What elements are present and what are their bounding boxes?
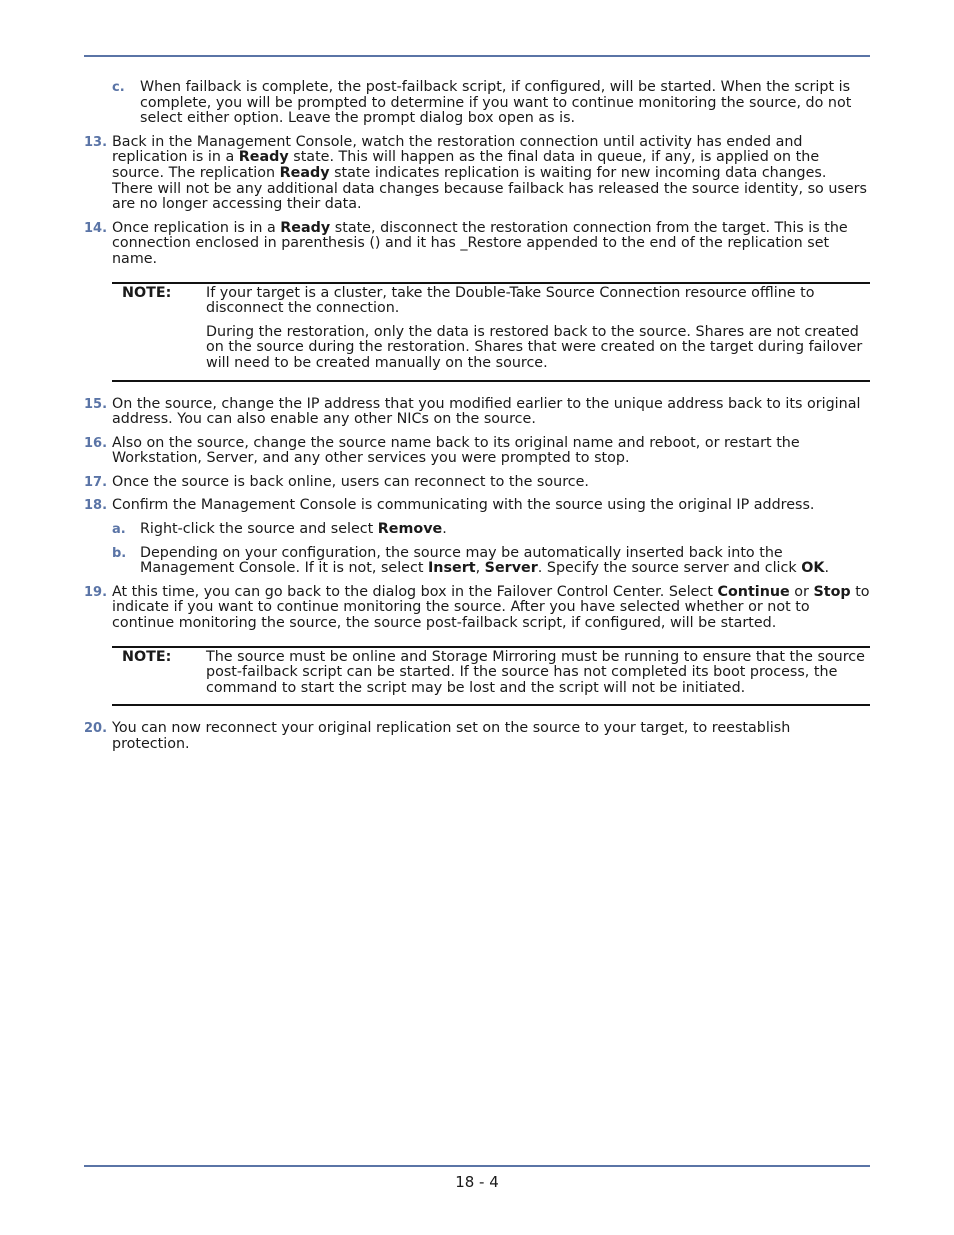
step-text: Confirm the Management Console is communicating with the source using the original IP address. xyxy=(112,497,815,514)
step-number: 18. xyxy=(84,498,108,514)
step-text: to indicate if you want to continue monitoring the source. After you have selected whether or not to continue monitoring the source, the source post-failback script, if configured, will be started. xyxy=(112,583,870,632)
note-body xyxy=(206,286,870,372)
page-content xyxy=(84,80,870,761)
step-text: state indicates replication is waiting for new incoming data changes. There will not be any additional data changes because failback has released the source identity, so users are no longer accessing their data. xyxy=(112,164,867,213)
note-paragraph: The source must be online and Storage Mirroring must be running to ensure that the source post-failback script can be started. If the source has not completed its boot process, the command to start the script may be lost and the script will not be initiated. xyxy=(206,648,865,696)
bold-term: Ready xyxy=(279,164,330,181)
step-number: 19. xyxy=(84,584,108,600)
substep-text: When failback is complete, the post-failback script, if configured, will be started. When the script is complete, you will be prompted to determine if you want to continue monitoring the source, do not select either option. Leave the prompt dialog box open as is. xyxy=(140,79,852,127)
step-text: On the source, change the IP address that you modified earlier to the unique address back to its original address. You can also enable any other NICs on the source. xyxy=(112,395,861,428)
substep-a xyxy=(84,522,870,538)
step-text: state, disconnect the restoration connection from the target. This is the connection enclosed in parenthesis () and it has _Restore appended to the end of the replication set name. xyxy=(112,219,848,267)
page-number: 18 - 4 xyxy=(455,1173,499,1191)
bold-term: Insert xyxy=(427,560,476,577)
step-text: or xyxy=(789,583,814,600)
substep-text: . xyxy=(442,521,447,538)
step-text: Once replication is in a xyxy=(112,219,281,236)
step-14 xyxy=(84,221,870,268)
step-19 xyxy=(84,585,870,632)
step-18 xyxy=(84,498,870,514)
substep-b xyxy=(84,546,870,577)
bold-term: Remove xyxy=(377,521,443,538)
note-paragraph: If your target is a cluster, take the Double-Take Source Connection resource offline to disconnect the connection. xyxy=(206,284,815,317)
bold-term: Ready xyxy=(238,149,289,166)
step-16 xyxy=(84,436,870,467)
bold-term: Continue xyxy=(717,583,790,600)
step-20 xyxy=(84,721,870,752)
note-box xyxy=(112,646,870,707)
step-number: 14. xyxy=(84,220,108,236)
step-text: At this time, you can go back to the dialog box in the Failover Control Center. Select xyxy=(112,583,718,600)
substep-text: Right-click the source and select xyxy=(140,521,378,538)
step-text: Back in the Management Console, watch the restoration connection until activity has ended and replication is in a xyxy=(112,133,803,166)
step-number: 17. xyxy=(84,474,108,490)
header-rule xyxy=(84,55,870,57)
step-13 xyxy=(84,135,870,213)
substep-letter: b. xyxy=(112,545,127,561)
substep-text: . Specify the source server and click xyxy=(537,560,802,577)
bold-term: Ready xyxy=(280,219,331,236)
footer-rule xyxy=(84,1165,870,1167)
note-body xyxy=(206,650,870,697)
substep-text: . xyxy=(824,560,829,577)
substep-text: Depending on your configuration, the source may be automatically inserted back into the Management Console. If it is not, select xyxy=(140,544,783,577)
step-text: state. This will happen as the final data in queue, if any, is applied on the source. The replication xyxy=(112,149,820,181)
note-label: NOTE: xyxy=(122,648,172,665)
note-label: NOTE: xyxy=(122,284,172,301)
step-text: Once the source is back online, users can reconnect to the source. xyxy=(112,473,589,490)
note-paragraph: During the restoration, only the data is restored back to the source. Shares are not created on the source during the restoration. Shares that were created on the target during failover will need to be created manually on the source. xyxy=(206,323,863,371)
step-number: 20. xyxy=(84,721,108,737)
substep-letter: a. xyxy=(112,522,126,538)
step-number: 13. xyxy=(84,134,108,150)
bold-term: Server xyxy=(484,560,538,577)
step-15 xyxy=(84,397,870,428)
bold-term: Stop xyxy=(813,583,851,600)
step-text: You can now reconnect your original replication set on the source to your target, to reestablish protection. xyxy=(112,720,791,752)
step-number: 15. xyxy=(84,396,108,412)
substep-letter: c. xyxy=(112,80,125,95)
bold-term: OK xyxy=(801,560,825,577)
step-text: Also on the source, change the source name back to its original name and reboot, or restart the Workstation, Server, and any other services you were prompted to stop. xyxy=(112,434,800,467)
substep-text: , xyxy=(475,560,485,577)
note-box xyxy=(112,282,870,382)
substep-c xyxy=(84,80,870,127)
step-17 xyxy=(84,475,870,491)
step-number: 16. xyxy=(84,435,108,451)
